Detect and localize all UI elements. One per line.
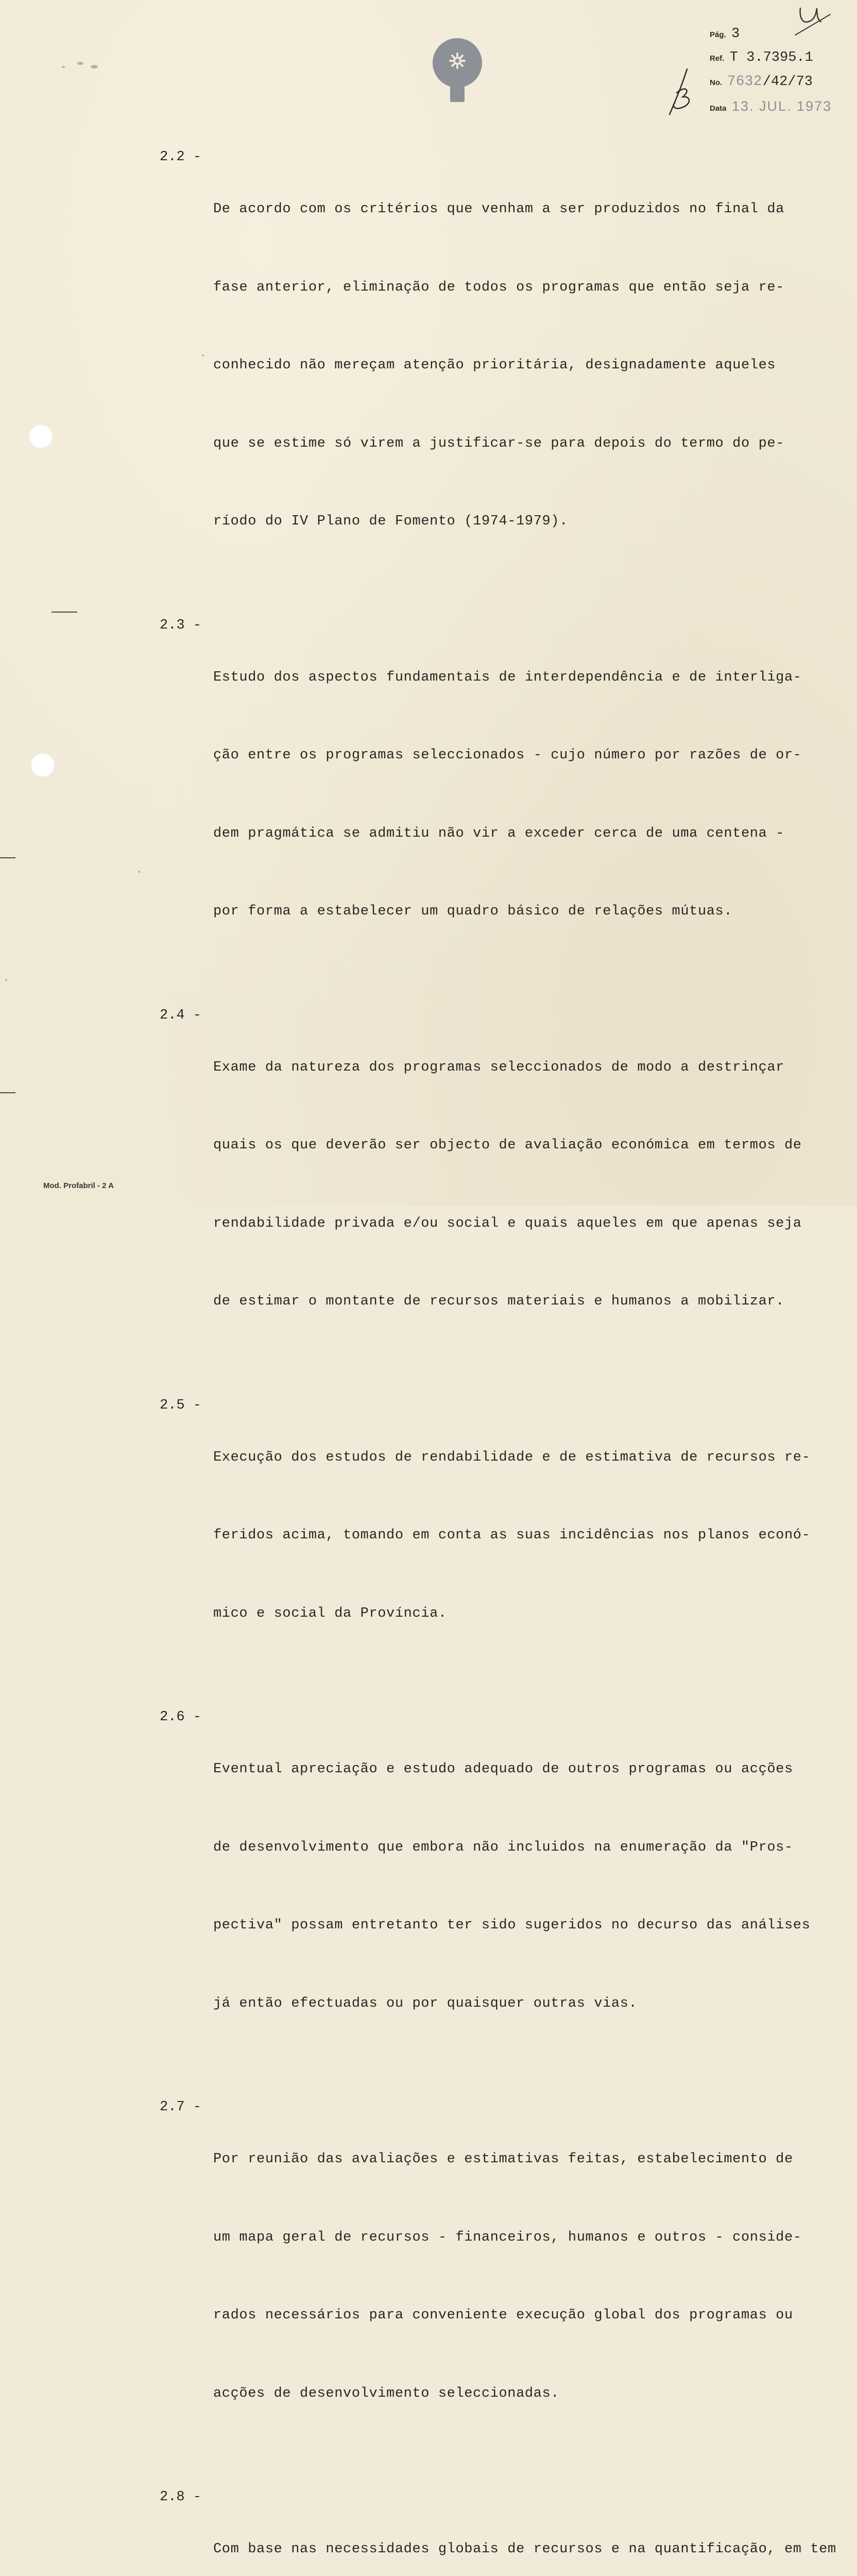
section-item (160, 1393, 824, 1679)
text-line: ríodo do IV Plano de Fomento (1974-1979). (213, 514, 568, 529)
section-number: 2.6 - (160, 1709, 202, 1725)
text-line: já então efectuadas ou por quaisquer outras vias. (213, 1995, 638, 2011)
text-line: de desenvolvimento que embora não incluidos na enumeração da "Pros- (213, 1839, 793, 1855)
text-line: acções de desenvolvimento seleccionadas. (213, 2385, 560, 2401)
profabril-logo-icon (428, 38, 486, 102)
section-item (160, 613, 824, 977)
paper-speck (138, 871, 140, 873)
text-line: quais os que deverão ser objecto de avaliação económica em termos de (213, 1138, 802, 1153)
text-line: por forma a estabelecer um quadro básico de relações mútuas. (213, 904, 733, 919)
reference-label: Ref. (710, 54, 725, 63)
paper-speck (91, 65, 98, 69)
section-text (213, 2484, 836, 2576)
text-line: Por reunião das avaliações e estimativas feitas, estabelecimento de (213, 2151, 793, 2167)
section-item (160, 1704, 824, 2069)
page-number-value: 3 (731, 26, 740, 42)
text-line: que se estime só virem a justificar-se para depois do termo do pe- (213, 435, 784, 451)
reference-row (710, 48, 813, 67)
section-text (213, 1704, 824, 2069)
text-line: ção entre os programas seleccionados - cujo número por razões de or- (213, 748, 802, 763)
paper-speck (62, 66, 65, 68)
section-text (213, 1003, 824, 1367)
section-number: 2.7 - (160, 2099, 202, 2115)
text-line: Execução dos estudos de rendabilidade e de estimativa de recursos re- (213, 1449, 811, 1465)
section-text (213, 2094, 824, 2459)
text-line: pectiva" possam entretanto ter sido sugeridos no decurso das análises (213, 1918, 811, 1933)
section-number: 2.8 - (160, 2489, 202, 2505)
document-number-stamp: 7632 (727, 73, 763, 88)
document-body (160, 144, 836, 2576)
page-number-row (710, 25, 740, 43)
section-text (213, 144, 824, 587)
punch-hole (29, 425, 53, 448)
text-line: fase anterior, eliminação de todos os programas que então seja re- (213, 279, 784, 295)
section-number: 2.4 - (160, 1007, 202, 1023)
text-line: mico e social da Província. (213, 1605, 447, 1621)
text-line: rados necessários para conveniente execução global dos programas ou (213, 2308, 793, 2323)
text-line: de estimar o montante de recursos materiais e humanos a mobilizar. (213, 1294, 784, 1309)
margin-tick (52, 612, 77, 613)
text-line: rendabilidade privada e/ou social e quais aqueles em que apenas seja (213, 1215, 802, 1231)
punch-hole (31, 753, 55, 777)
section-item (160, 1003, 824, 1367)
text-line: Estudo dos aspectos fundamentais de interdependência e de interliga- (213, 669, 802, 685)
section-number: 2.3 - (160, 617, 202, 633)
text-line: conhecido não mereçam atenção prioritária, designadamente aqueles (213, 358, 776, 373)
section-item (160, 2484, 836, 2576)
text-line: dem pragmática se admitiu não vir a exceder cerca de uma centena - (213, 825, 784, 841)
form-code: Mod. Profabril - 2 A (43, 1181, 114, 1190)
section-number: 2.2 - (160, 149, 202, 165)
handwritten-initial-icon (664, 67, 700, 118)
handwritten-mark-icon (793, 3, 834, 44)
section-text (213, 1393, 824, 1679)
section-number: 2.5 - (160, 1397, 202, 1413)
text-line: Eventual apreciação e estudo adequado de outros programas ou acções (213, 1761, 793, 1777)
page-number-label: Pág. (710, 30, 726, 39)
date-row (710, 97, 832, 115)
date-label: Data (710, 104, 727, 113)
date-stamp: 13. JUL. 1973 (731, 98, 832, 114)
margin-tick (0, 1092, 15, 1093)
paper-speck (77, 62, 83, 65)
document-number-label: No. (710, 78, 723, 87)
reference-value: T 3.7395.1 (729, 50, 813, 65)
section-item (160, 2094, 824, 2459)
text-line: De acordo com os critérios que venham a ser produzidos no final da (213, 201, 784, 217)
section-text (213, 613, 824, 977)
section-item (160, 144, 824, 587)
text-line: feridos acima, tomando em conta as suas incidências nos planos econó- (213, 1528, 811, 1543)
paper-speck (5, 979, 7, 981)
document-number-row (710, 71, 813, 90)
document-number-suffix: /42/73 (762, 74, 813, 90)
text-line: um mapa geral de recursos - financeiros, humanos e outros - conside- (213, 2229, 802, 2245)
text-line: Exame da natureza dos programas seleccionados de modo a destrinçar (213, 1059, 784, 1075)
margin-tick (0, 857, 15, 858)
text-line: Com base nas necessidades globais de recursos e na quantificação, em tem (213, 2541, 836, 2557)
